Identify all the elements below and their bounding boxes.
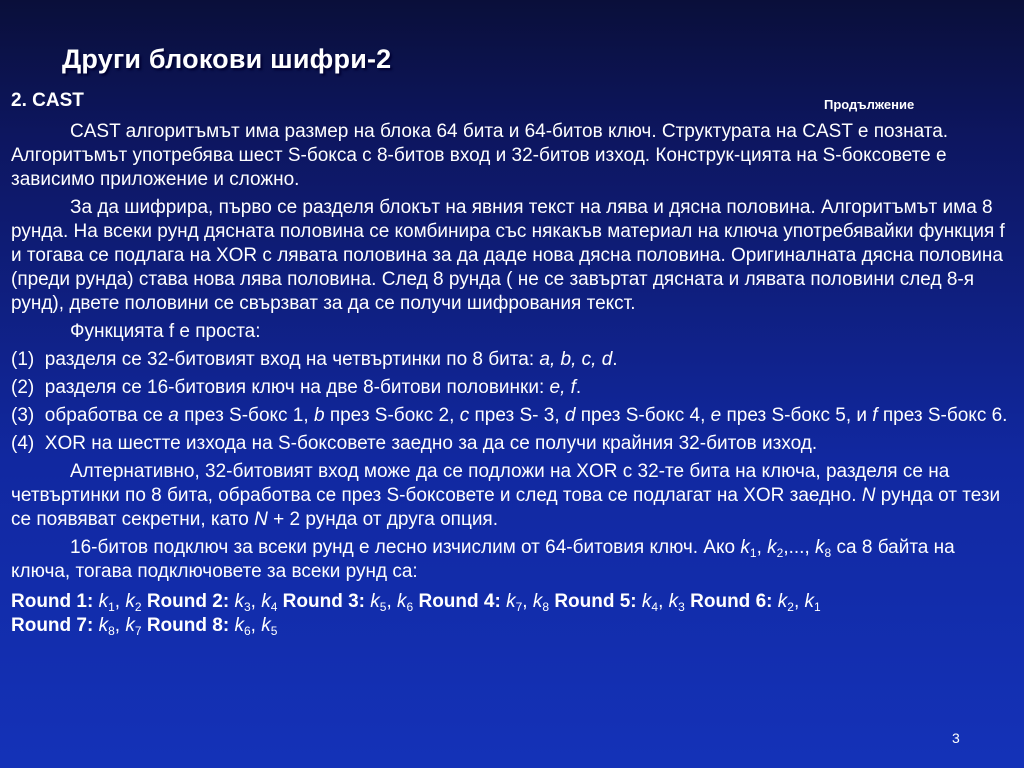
round-2: Round 2: $k_3$, $k_4$ bbox=[146, 591, 278, 614]
round-1: Round 1: $k_1$, $k_2$ bbox=[11, 591, 142, 614]
slide-title: Други блокови шифри-2 bbox=[62, 44, 392, 74]
list-item-2: (2) разделя се 16-битовия ключ на две 8-битови половинки: e, f. bbox=[11, 377, 582, 398]
round-6: Round 6: $k_2$, $k_1$ bbox=[690, 591, 821, 614]
paragraph-4: Алтернативно, 32-битовият вход може да се подложи на XOR с 32-те бита на ключа, разделя се на четвъртинки по 8 бита, обработва се през S-боксовете и след това се подлагат на XOR заедно. N рунда от тези се появяват секретни, като N + 2 рунда от друга опция. bbox=[11, 461, 1001, 530]
round-5: Round 5: $k_4$, $k_3$ bbox=[554, 591, 685, 614]
round-3: Round 3: $k_5$, $k_6$ bbox=[282, 591, 414, 614]
list-item-1: (1) разделя се 32-битовият вход на четвъртинки по 8 бита: a, b, c, d. bbox=[11, 349, 618, 370]
paragraph-1: CAST алгоритъмът има размер на блока 64 бита и 64-битов ключ. Структурата на CAST е позната. Алгоритъмът употребява шест S-бокса с 8-битов вход и 32-битов изход. Конструк-цията на S-боксовете е зависимо приложение и сложно. bbox=[11, 121, 949, 190]
round-8: Round 8: $k_6$, $k_5$ bbox=[146, 615, 278, 638]
continued-label: Продължение bbox=[824, 97, 915, 112]
list-item-3: (3) обработва се a през S-бокс 1, b през S-бокс 2, c през S- 3, d през S-бокс 4, e през S-бокс 5, и f през S-бокс 6. bbox=[11, 405, 1008, 426]
list-item-4: (4) XOR на шестте изхода на S-боксовете заедно за да се получи крайния 32-битов изход. bbox=[11, 433, 818, 454]
page-number: 3 bbox=[952, 730, 960, 746]
paragraph-2: За да шифрира, първо се разделя блокът на явния текст на лява и дясна половина. Алгоритъмът има 8 рунда. На всеки рунд дясната половина се комбинира със някакъв материал на ключа употребявайки функция f и тогава се подлага на XOR с лявата половина за да даде нова дясна половина. Оригиналната дясна половина (преди рунда) става нова лява половина. След 8 рунда ( не се завъртат дясната и лявата половини след 8-я рунд), двете половини се свързват за да се получи шифрования текст. bbox=[11, 197, 1005, 314]
round-7: Round 7: $k_8$, $k_7$ bbox=[11, 615, 142, 638]
section-heading: 2. CAST bbox=[11, 90, 84, 111]
round-subkeys bbox=[11, 590, 1011, 638]
slide-body bbox=[11, 120, 1011, 638]
paragraph-5: 16-битов подключ за всеки рунд е лесно изчислим от 64-битовия ключ. Ако $k_1$, $k_2$,..., $k_8$ са 8 байта на ключа, тогава подключовете за всеки рунд са: bbox=[11, 537, 955, 582]
paragraph-3: Функцията f е проста: bbox=[70, 321, 261, 342]
round-4: Round 4: $k_7$, $k_8$ bbox=[418, 591, 550, 614]
